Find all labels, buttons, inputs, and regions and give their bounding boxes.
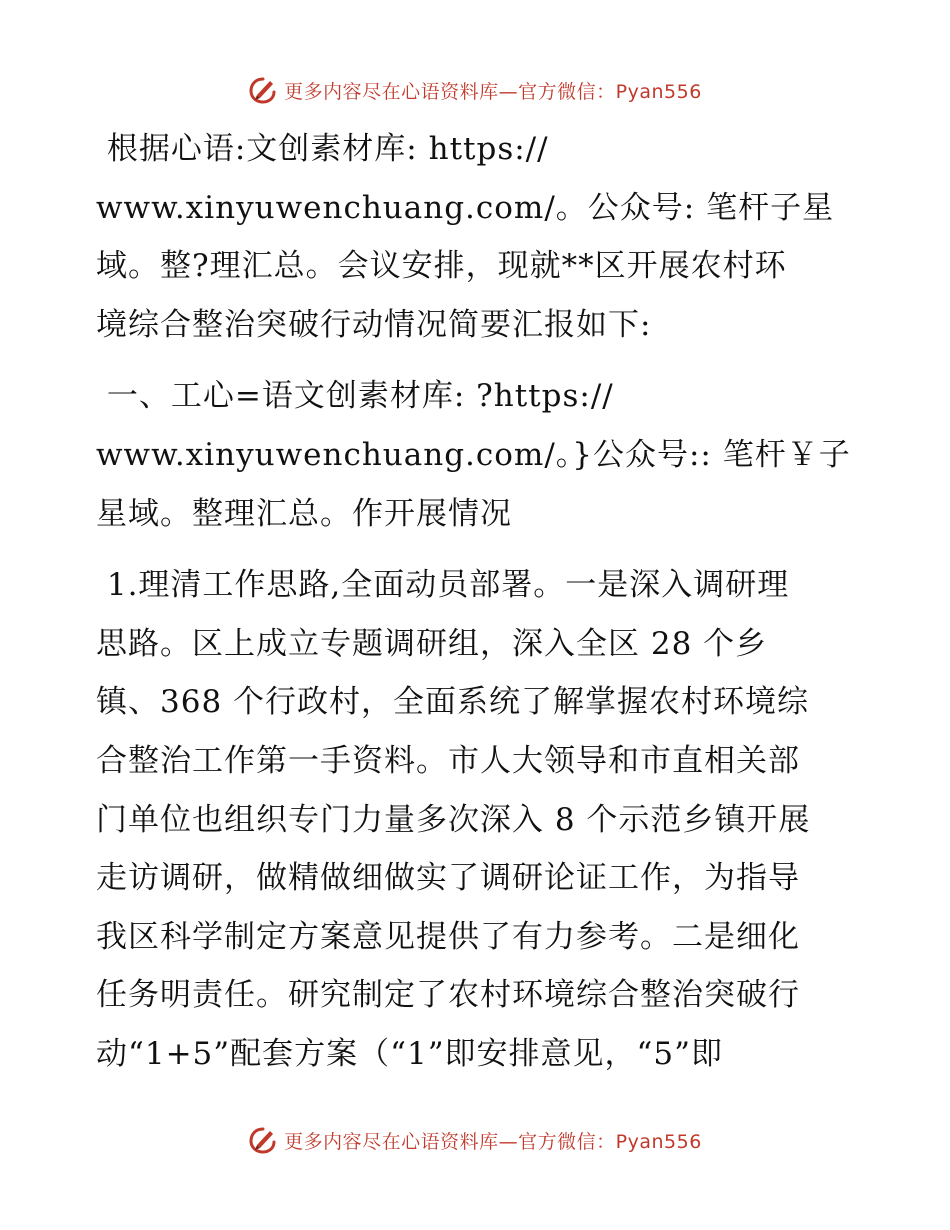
header-banner-label: 更多内容尽在心语资料库—官方微信： xyxy=(284,80,616,103)
header-banner-text xyxy=(284,77,702,104)
footer-banner-label: 更多内容尽在心语资料库—官方微信： xyxy=(284,1130,616,1153)
pen-swirl-logo-icon xyxy=(248,1125,278,1155)
document-body xyxy=(96,120,852,1084)
paragraph-item-1: 1.理清工作思路,全面动员部署。一是深入调研理 思路。区上成立专题调研组，深入全区 28 个乡 镇、368 个行政村，全面系统了解掌握农村环境综 合整治工作第一手资料。市人大领导和市直相关部 门单位也组织专门力量多次深入 8 个示范乡镇开展 走访调研，做精做细做实了调研论证工作，为指导 我区科学制定方案意见提供了有力参考。二是细化 任务明责任。研究制定了农村环境综合整治突破行 动“1+5”配套方案（“1”即安排意见，“5”即 xyxy=(96,567,811,1072)
paragraph-intro: 根据心语:文创素材库: https:// www.xinyuwenchuang.com/。公众号: 笔杆子星 域。整?理汇总。会议安排，现就**区开展农村环 境综合整治突破行动情况简要汇报如下: xyxy=(96,131,835,343)
footer-banner-text xyxy=(284,1127,702,1154)
footer-banner xyxy=(0,1120,950,1160)
footer-wechat-id: Pyan556 xyxy=(615,1130,702,1153)
pen-swirl-logo-icon xyxy=(248,75,278,105)
header-wechat-id: Pyan556 xyxy=(615,80,702,103)
paragraph-section-heading: 一、工心=语文创素材库: ?https:// www.xinyuwenchuang.com/。}公众号:: 笔杆￥子 星域。整理汇总。作开展情况 xyxy=(96,378,851,532)
header-banner xyxy=(0,70,950,110)
